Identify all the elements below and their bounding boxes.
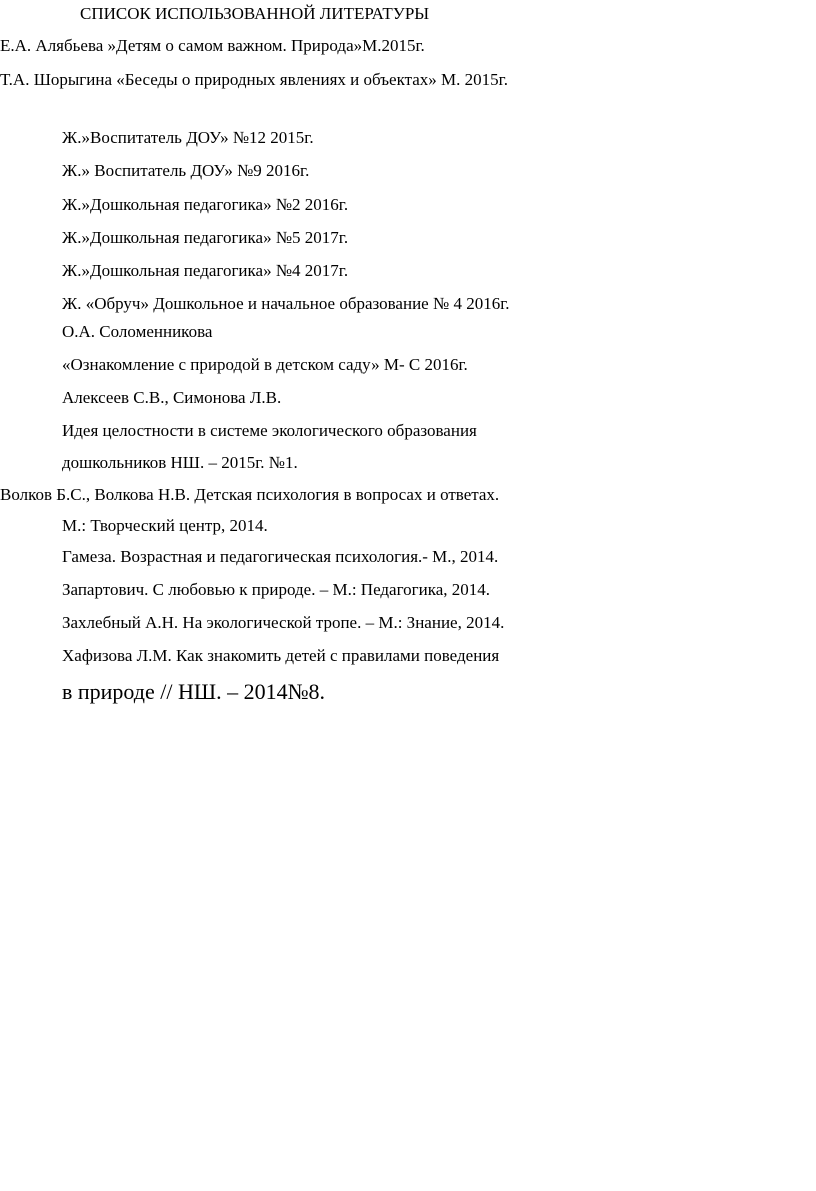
reference-line: Ж.»Дошкольная педагогика» №4 2017г. <box>62 261 349 280</box>
reference-line: Ж.»Воспитатель ДОУ» №12 2015г. <box>62 128 314 147</box>
reference-line: Ж.»Дошкольная педагогика» №2 2016г. <box>62 195 349 214</box>
reference-line: дошкольников НШ. – 2015г. №1. <box>62 453 298 472</box>
reference-line: Алексеев С.В., Симонова Л.В. <box>62 388 282 407</box>
reference-line: Т.А. Шорыгина «Беседы о природных явлениях и объектах» М. 2015г. <box>0 70 508 89</box>
page-title: СПИСОК ИСПОЛЬЗОВАННОЙ ЛИТЕРАТУРЫ <box>80 4 430 23</box>
reference-line: Гамеза. Возрастная и педагогическая психология.- М., 2014. <box>62 547 499 566</box>
reference-line: Ж.» Воспитатель ДОУ» №9 2016г. <box>62 161 310 180</box>
reference-line: Е.А. Алябьева »Детям о самом важном. Природа»М.2015г. <box>0 36 425 55</box>
reference-line: О.А. Соломенникова <box>62 322 213 341</box>
reference-line: Хафизова Л.М. Как знакомить детей с правилами поведения <box>62 646 500 665</box>
reference-line: «Ознакомление с природой в детском саду» М- С 2016г. <box>62 355 468 374</box>
reference-line: Ж. «Обруч» Дошкольное и начальное образование № 4 2016г. <box>62 294 510 313</box>
reference-line: Захлебный А.Н. На экологической тропе. – М.: Знание, 2014. <box>62 613 505 632</box>
reference-line: в природе // НШ. – 2014№8. <box>62 679 326 704</box>
reference-line: Запартович. С любовью к природе. – М.: Педагогика, 2014. <box>62 580 490 599</box>
reference-line: Волков Б.С., Волкова Н.В. Детская психология в вопросах и ответах. <box>0 485 500 504</box>
reference-line: Идея целостности в системе экологического образования <box>62 421 477 440</box>
reference-line: М.: Творческий центр, 2014. <box>62 516 268 535</box>
reference-line: Ж.»Дошкольная педагогика» №5 2017г. <box>62 228 349 247</box>
